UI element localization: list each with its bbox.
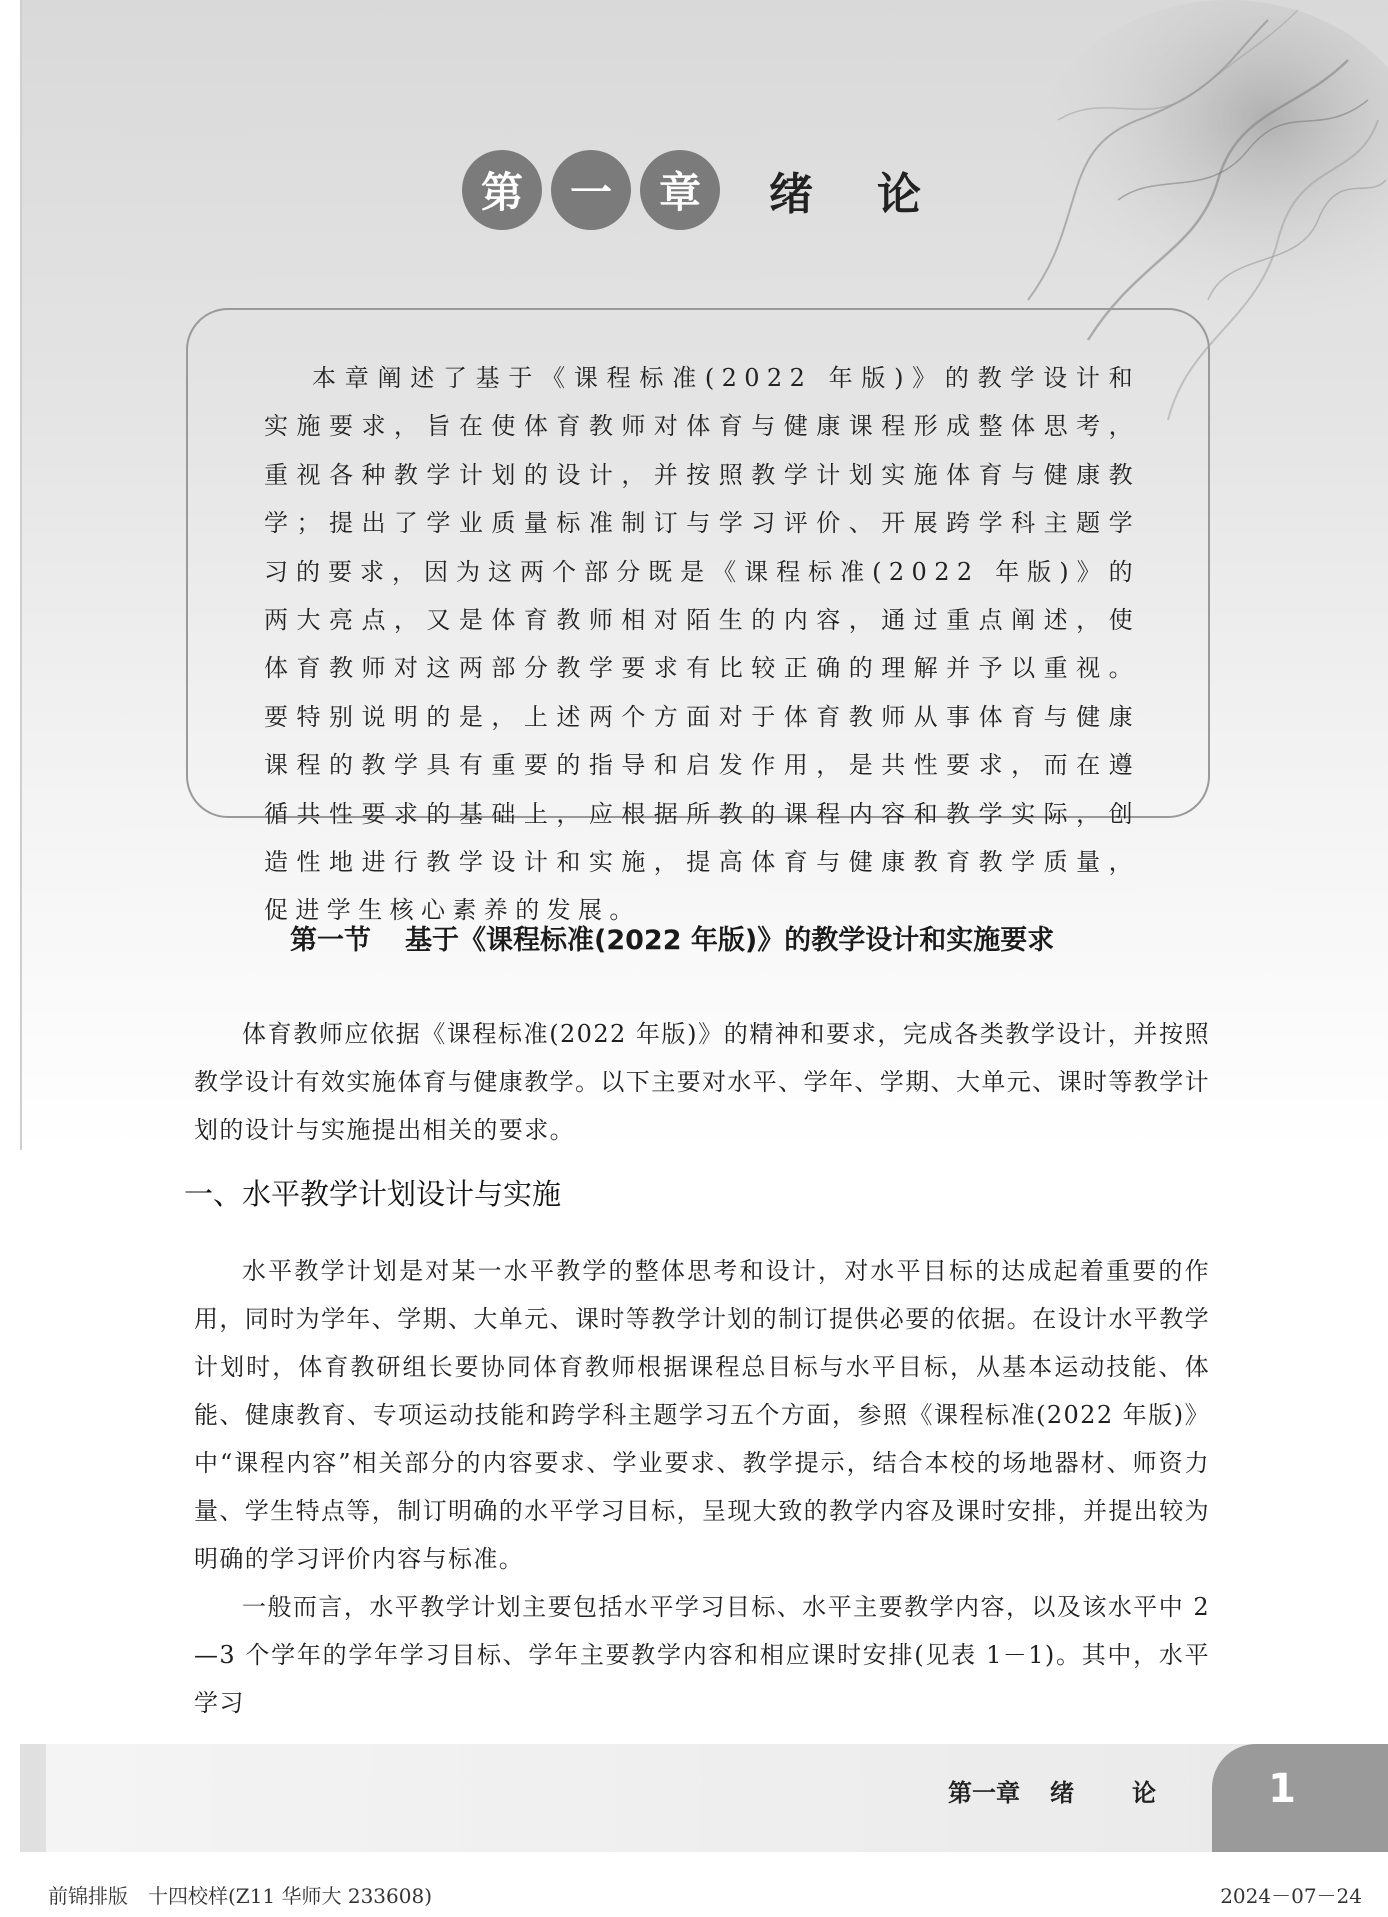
body-paragraph-2: 一般而言，水平教学计划主要包括水平学习目标、水平主要教学内容，以及该水平中 2—3 个学年的学年学习目标、学年主要教学内容和相应课时安排(见表 1－1)。其中，水平学习 (194, 1593, 1210, 1717)
chapter-title-word-1: 绪 (769, 169, 813, 220)
footer-chapter-label: 第一章 (948, 1779, 1020, 1807)
intro-paragraph: 体育教师应依据《课程标准(2022 年版)》的精神和要求，完成各类教学设计，并按照教学设计有效实施体育与健康教学。以下主要对水平、学年、学期、大单元、课时等教学计划的设计与实施提出相关的要求。 (194, 1020, 1210, 1144)
chapter-summary-text: 本章阐述了基于《课程标准(2022 年版)》的教学设计和实施要求，旨在使体育教师对体育与健康课程形成整体思考，重视各种教学计划的设计，并按照教学计划实施体育与健康教学；提出了学业质量标准制订与学习评价、开展跨学科主题学习的要求，因为这两个部分既是《课程标准(2022 年版)》的两大亮点，又是体育教师相对陌生的内容，通过重点阐述，使体育教师对这两部分教学要求有比较正确的理解并予以重视。要特别说明的是，上述两个方面对于体育教师从事体育与健康课程的教学具有重要的指导和启发作用，是共性要求，而在遵循共性要求的基础上，应根据所教的课程内容和教学实际，创造性地进行教学设计和实施，提高体育与健康教育教学质量，促进学生核心素养的发展。 (264, 364, 1140, 925)
footer-chapter-word-1: 绪 (1050, 1779, 1074, 1807)
print-info: 前锦排版 十四校样(Z11 华师大 233608) (48, 1884, 433, 1908)
section-number: 第一节 (290, 925, 371, 956)
chapter-circle-1: 第 (462, 150, 542, 230)
page-number: 1 (1268, 1766, 1296, 1812)
footer-band-edge (20, 1744, 46, 1852)
section-heading (290, 918, 1054, 957)
section-title: 基于《课程标准(2022 年版)》的教学设计和实施要求 (405, 925, 1055, 956)
intro-block (194, 1010, 1210, 1154)
running-footer (948, 1773, 1156, 1808)
footer-chapter-word-2: 论 (1132, 1779, 1156, 1807)
chapter-title-word-2: 论 (877, 169, 921, 220)
body-paragraph-1: 水平教学计划是对某一水平教学的整体思考和设计，对水平目标的达成起着重要的作用，同时为学年、学期、大单元、课时等教学计划的制订提供必要的依据。在设计水平教学计划时，体育教研组长要协同体育教师根据课程总目标与水平目标，从基本运动技能、体能、健康教育、专项运动技能和跨学科主题学习五个方面，参照《课程标准(2022 年版)》中“课程内容”相关部分的内容要求、学业要求、教学提示，结合本校的场地器材、师资力量、学生特点等，制订明确的水平学习目标，呈现大致的教学内容及课时安排，并提出较为明确的学习评价内容与标准。 (194, 1257, 1210, 1573)
footer-band (46, 1744, 1388, 1852)
print-date: 2024－07－24 (1220, 1884, 1362, 1908)
chapter-summary-box (186, 308, 1210, 925)
subsection-heading: 一、水平教学计划设计与实施 (184, 1177, 562, 1211)
body-text-block (194, 1247, 1210, 1727)
chapter-title (462, 150, 921, 230)
page-number-tab (1212, 1744, 1388, 1852)
chapter-circle-2: 一 (551, 150, 631, 230)
left-margin-rule (20, 0, 22, 1150)
chapter-circle-3: 章 (640, 150, 720, 230)
